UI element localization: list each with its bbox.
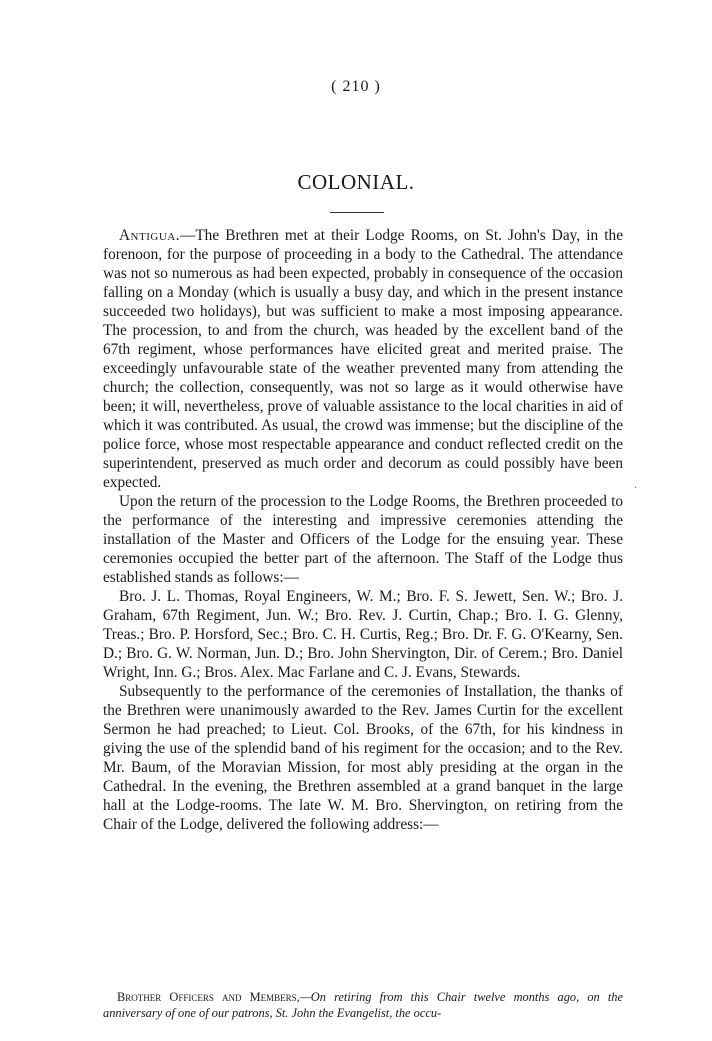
address-paragraph [103, 989, 623, 1021]
lead-word: Antigua. [119, 227, 181, 244]
paragraph-officers-list: Bro. J. L. Thomas, Royal Engineers, W. M.; Bro. F. S. Jewett, Sen. W.; Bro. J. Graham, 67th Regiment, Jun. W.; Bro. Rev. J. Curtin, Chap.; Bro. I. G. Glenny, Treas.; Bro. P. Horsford, Sec.; Bro. C. H. Curtis, Reg.; Bro. Dr. F. G. O'Kearny, Sen. D.; Bro. G. W. Norman, Jun. D.; Bro. John Shervington, Dir. of Cerem.; Bro. Daniel Wright, Inn. G.; Bros. Alex. Mac Farlane and C. J. Evans, Stewards. [103, 588, 623, 681]
page-number: ( 210 ) [331, 78, 381, 95]
article-body [103, 226, 623, 834]
address-excerpt [103, 989, 623, 1021]
address-salutation: Brother Officers and Members, [117, 990, 300, 1004]
address-text: —On retiring from this Chair twelve months ago, on the anniversary of one of our patrons, St. John the Evangelist, the occu- [103, 990, 623, 1020]
margin-mark: · [634, 483, 638, 494]
paragraph-antigua [103, 226, 623, 492]
title-divider [330, 212, 384, 213]
section-title: COLONIAL. [297, 170, 415, 194]
paragraph-4: Subsequently to the performance of the ceremonies of Installation, the thanks of the Brethren were unanimously awarded to the Rev. James Curtin for the excellent Sermon he had preached; to Lieut. Col. Brooks, of the 67th, for his kindness in giving the use of the splendid band of his regiment for the occasion; and to the Rev. Mr. Baum, of the Moravian Mission, for most ably presiding at the organ in the Cathedral. In the evening, the Brethren assembled at a grand banquet in the large hall at the Lodge-rooms. The late W. M. Bro. Shervington, on retiring from the Chair of the Lodge, delivered the following address:— [103, 683, 623, 833]
paragraph-1-text: —The Brethren met at their Lodge Rooms, on St. John's Day, in the forenoon, for the purpose of proceeding in a body to the Cathedral. The attendance was not so numerous as had been expected, probably in consequence of the occasion falling on a Monday (which is usually a busy day, and which in the present instance succeeded two holidays), but was sufficient to make a most imposing appearance. The procession, to and from the church, was headed by the excellent band of the 67th regiment, whose performances have elicited great and merited praise. The exceedingly unfavourable state of the weather prevented many from attending the church; the collection, consequently, was not so large as it would otherwise have been; it will, nevertheless, prove of valuable assistance to the local charities in aid of which it was contributed. As usual, the crowd was immense; but the discipline of the police force, whose most respectable appearance and conduct reflected credit on the superintendent, preserved as much order and decorum as could possibly have been expected. [103, 227, 623, 491]
paragraph-2: Upon the return of the procession to the Lodge Rooms, the Brethren proceeded to the performance of the interesting and impressive ceremonies attending the installation of the Master and Officers of the Lodge for the ensuing year. These ceremonies occupied the better part of the afternoon. The Staff of the Lodge thus established stands as follows:— [103, 493, 623, 586]
